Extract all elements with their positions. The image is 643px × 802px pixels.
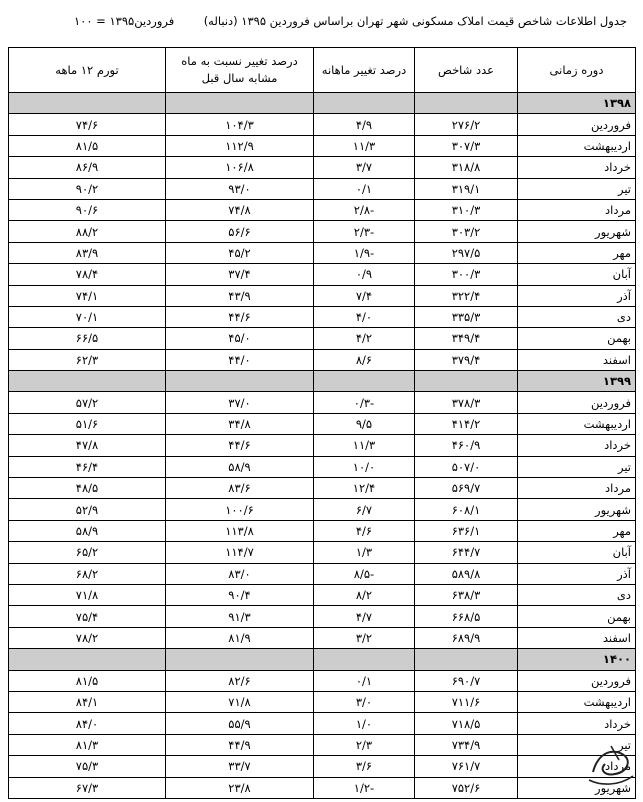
cell-inflation-12m: ۸۳/۹ (9, 242, 166, 263)
cell-index: ۳۰۰/۳ (415, 264, 518, 285)
year-row-cell (314, 649, 415, 670)
cell-yoy-change: ۳۳/۷ (166, 756, 314, 777)
cell-period: تیر (518, 456, 636, 477)
cell-yoy-change: ۱۱۴/۷ (166, 542, 314, 563)
year-row-cell (9, 649, 166, 670)
cell-index: ۶۸۹/۹ (415, 627, 518, 648)
cell-period: آذر (518, 563, 636, 584)
cell-period: تیر (518, 734, 636, 755)
cell-monthly-change: ۳/۲ (314, 627, 415, 648)
table-row (9, 285, 636, 306)
cell-period: آذر (518, 285, 636, 306)
col-header-period: دوره زمانی (518, 48, 636, 93)
cell-monthly-change: ۴/۶ (314, 520, 415, 541)
table-row (9, 349, 636, 370)
cell-period: شهریور (518, 221, 636, 242)
cell-index: ۷۱۱/۶ (415, 691, 518, 712)
table-row (9, 328, 636, 349)
cell-monthly-change: ۱۰/۰ (314, 456, 415, 477)
cell-inflation-12m: ۵۱/۶ (9, 413, 166, 434)
cell-inflation-12m: ۷۴/۱ (9, 285, 166, 306)
table-row (9, 670, 636, 691)
year-header-row (9, 93, 636, 114)
cell-index: ۶۶۸/۵ (415, 606, 518, 627)
cell-inflation-12m: ۶۶/۵ (9, 328, 166, 349)
cell-inflation-12m: ۸۶/۹ (9, 157, 166, 178)
cell-yoy-change: ۸۳/۰ (166, 563, 314, 584)
year-row-cell (415, 649, 518, 670)
cell-index: ۴۶۰/۹ (415, 435, 518, 456)
cell-yoy-change: ۷۴/۸ (166, 199, 314, 220)
cell-inflation-12m: ۸۱/۵ (9, 670, 166, 691)
cell-inflation-12m: ۶۲/۳ (9, 349, 166, 370)
cell-yoy-change: ۴۵/۲ (166, 242, 314, 263)
cell-yoy-change: ۴۴/۹ (166, 734, 314, 755)
year-row-cell (9, 371, 166, 392)
table-row (9, 413, 636, 434)
cell-yoy-change: ۷۱/۸ (166, 691, 314, 712)
cell-period: مرداد (518, 756, 636, 777)
cell-monthly-change: -۲/۳ (314, 221, 415, 242)
cell-monthly-change: ۱/۳ (314, 542, 415, 563)
cell-monthly-change: ۴/۷ (314, 606, 415, 627)
table-row (9, 435, 636, 456)
cell-period: اسفند (518, 627, 636, 648)
cell-index: ۵۰۷/۰ (415, 456, 518, 477)
year-row-cell (9, 93, 166, 114)
cell-period: مرداد (518, 199, 636, 220)
cell-yoy-change: ۱۰۰/۶ (166, 499, 314, 520)
cell-monthly-change: ۷/۴ (314, 285, 415, 306)
year-label: ۱۳۹۹ (518, 371, 636, 392)
cell-index: ۶۳۸/۳ (415, 584, 518, 605)
table-row (9, 713, 636, 734)
cell-yoy-change: ۸۱/۹ (166, 627, 314, 648)
cell-inflation-12m: ۵۷/۲ (9, 392, 166, 413)
table-row (9, 756, 636, 777)
table-row (9, 135, 636, 156)
cell-yoy-change: ۳۷/۴ (166, 264, 314, 285)
cell-period: فروردین (518, 670, 636, 691)
cell-period: اردیبهشت (518, 691, 636, 712)
cell-yoy-change: ۱۱۲/۹ (166, 135, 314, 156)
col-header-yoy-change: درصد تغییر نسبت به ماه مشابه سال قبل (166, 48, 314, 93)
table-row (9, 306, 636, 327)
cell-monthly-change: ۰/۱ (314, 178, 415, 199)
cell-inflation-12m: ۹۰/۶ (9, 199, 166, 220)
cell-yoy-change: ۲۳/۸ (166, 777, 314, 798)
base-period-note: فروردین۱۳۹۵ = ۱۰۰ (74, 14, 175, 28)
cell-index: ۳۰۷/۳ (415, 135, 518, 156)
cell-index: ۳۳۵/۳ (415, 306, 518, 327)
cell-yoy-change: ۴۵/۰ (166, 328, 314, 349)
col-header-monthly-change: درصد تغییر ماهانه (314, 48, 415, 93)
cell-index: ۷۶۱/۷ (415, 756, 518, 777)
cell-inflation-12m: ۷۰/۱ (9, 306, 166, 327)
cell-period: آبان (518, 542, 636, 563)
cell-yoy-change: ۳۷/۰ (166, 392, 314, 413)
table-row (9, 777, 636, 798)
cell-inflation-12m: ۷۵/۴ (9, 606, 166, 627)
cell-period: بهمن (518, 328, 636, 349)
cell-inflation-12m: ۴۸/۵ (9, 478, 166, 499)
cell-yoy-change: ۵۸/۹ (166, 456, 314, 477)
cell-index: ۷۱۸/۵ (415, 713, 518, 734)
cell-inflation-12m: ۴۷/۸ (9, 435, 166, 456)
cell-period: فروردین (518, 392, 636, 413)
cell-yoy-change: ۵۵/۹ (166, 713, 314, 734)
cell-inflation-12m: ۷۸/۴ (9, 264, 166, 285)
cell-monthly-change: ۳/۰ (314, 691, 415, 712)
year-label: ۱۳۹۸ (518, 93, 636, 114)
cell-monthly-change: ۰/۱ (314, 670, 415, 691)
watermark-logo (585, 742, 637, 788)
table-row (9, 627, 636, 648)
cell-index: ۶۰۸/۱ (415, 499, 518, 520)
cell-period: اسفند (518, 349, 636, 370)
year-row-cell (166, 649, 314, 670)
year-header-row (9, 371, 636, 392)
cell-index: ۷۳۴/۹ (415, 734, 518, 755)
cell-inflation-12m: ۷۱/۸ (9, 584, 166, 605)
cell-inflation-12m: ۹۰/۲ (9, 178, 166, 199)
cell-period: خرداد (518, 713, 636, 734)
cell-period: خرداد (518, 157, 636, 178)
cell-inflation-12m: ۶۵/۲ (9, 542, 166, 563)
cell-yoy-change: ۳۴/۸ (166, 413, 314, 434)
cell-index: ۲۹۷/۵ (415, 242, 518, 263)
table-row (9, 734, 636, 755)
cell-index: ۲۷۶/۲ (415, 114, 518, 135)
cell-index: ۵۶۹/۷ (415, 478, 518, 499)
cell-inflation-12m: ۴۶/۴ (9, 456, 166, 477)
cell-monthly-change: ۰/۹ (314, 264, 415, 285)
cell-monthly-change: -۲/۸ (314, 199, 415, 220)
cell-monthly-change: ۲/۳ (314, 734, 415, 755)
table-row (9, 542, 636, 563)
year-row-cell (415, 93, 518, 114)
cell-yoy-change: ۴۳/۹ (166, 285, 314, 306)
cell-yoy-change: ۸۲/۶ (166, 670, 314, 691)
table-header-row (9, 48, 636, 93)
cell-monthly-change: -۰/۳ (314, 392, 415, 413)
cell-period: فروردین (518, 114, 636, 135)
cell-inflation-12m: ۷۸/۲ (9, 627, 166, 648)
cell-index: ۳۷۹/۴ (415, 349, 518, 370)
cell-inflation-12m: ۶۸/۲ (9, 563, 166, 584)
cell-monthly-change: -۸/۵ (314, 563, 415, 584)
cell-period: مهر (518, 242, 636, 263)
cell-monthly-change: ۱/۰ (314, 713, 415, 734)
cell-inflation-12m: ۵۸/۹ (9, 520, 166, 541)
table-row (9, 520, 636, 541)
cell-yoy-change: ۹۱/۳ (166, 606, 314, 627)
cell-index: ۶۹۰/۷ (415, 670, 518, 691)
cell-inflation-12m: ۷۴/۶ (9, 114, 166, 135)
cell-yoy-change: ۵۶/۶ (166, 221, 314, 242)
table-row (9, 499, 636, 520)
table-row (9, 199, 636, 220)
cell-inflation-12m: ۸۴/۱ (9, 691, 166, 712)
cell-period: آبان (518, 264, 636, 285)
table-row (9, 456, 636, 477)
col-header-inflation-12m: تورم ۱۲ ماهه (9, 48, 166, 93)
table-body (9, 93, 636, 799)
cell-yoy-change: ۴۴/۰ (166, 349, 314, 370)
table-row (9, 264, 636, 285)
table-row (9, 691, 636, 712)
cell-index: ۳۲۲/۴ (415, 285, 518, 306)
table-row (9, 178, 636, 199)
cell-monthly-change: ۳/۶ (314, 756, 415, 777)
cell-yoy-change: ۹۳/۰ (166, 178, 314, 199)
year-row-cell (166, 371, 314, 392)
cell-period: دی (518, 306, 636, 327)
cell-index: ۷۵۲/۶ (415, 777, 518, 798)
cell-period: دی (518, 584, 636, 605)
cell-inflation-12m: ۸۸/۲ (9, 221, 166, 242)
cell-inflation-12m: ۸۱/۳ (9, 734, 166, 755)
year-label: ۱۴۰۰ (518, 649, 636, 670)
cell-monthly-change: ۱۱/۳ (314, 135, 415, 156)
year-header-row (9, 649, 636, 670)
table-row (9, 478, 636, 499)
cell-yoy-change: ۴۴/۶ (166, 306, 314, 327)
cell-index: ۴۱۴/۲ (415, 413, 518, 434)
cell-index: ۳۴۹/۴ (415, 328, 518, 349)
cell-yoy-change: ۱۰۴/۳ (166, 114, 314, 135)
cell-monthly-change: ۱۲/۴ (314, 478, 415, 499)
cell-period: خرداد (518, 435, 636, 456)
table-row (9, 221, 636, 242)
cell-index: ۳۰۳/۲ (415, 221, 518, 242)
cell-monthly-change: ۶/۷ (314, 499, 415, 520)
cell-period: شهریور (518, 777, 636, 798)
cell-period: بهمن (518, 606, 636, 627)
cell-yoy-change: ۴۴/۶ (166, 435, 314, 456)
table-row (9, 606, 636, 627)
cell-yoy-change: ۸۳/۶ (166, 478, 314, 499)
cell-period: مهر (518, 520, 636, 541)
cell-index: ۳۱۹/۱ (415, 178, 518, 199)
cell-period: شهریور (518, 499, 636, 520)
cell-inflation-12m: ۵۲/۹ (9, 499, 166, 520)
cell-monthly-change: -۱/۹ (314, 242, 415, 263)
cell-index: ۶۳۶/۱ (415, 520, 518, 541)
cell-monthly-change: -۱/۲ (314, 777, 415, 798)
cell-monthly-change: ۸/۶ (314, 349, 415, 370)
cell-period: مرداد (518, 478, 636, 499)
table-row (9, 242, 636, 263)
cell-monthly-change: ۴/۰ (314, 306, 415, 327)
cell-inflation-12m: ۸۱/۵ (9, 135, 166, 156)
table-row (9, 392, 636, 413)
cell-index: ۳۱۸/۸ (415, 157, 518, 178)
col-header-index: عدد شاخص (415, 48, 518, 93)
cell-period: تیر (518, 178, 636, 199)
cell-monthly-change: ۸/۲ (314, 584, 415, 605)
table-row (9, 563, 636, 584)
cell-monthly-change: ۹/۵ (314, 413, 415, 434)
cell-monthly-change: ۴/۲ (314, 328, 415, 349)
cell-monthly-change: ۳/۷ (314, 157, 415, 178)
table-row (9, 584, 636, 605)
year-row-cell (415, 371, 518, 392)
cell-index: ۶۴۴/۷ (415, 542, 518, 563)
price-index-table (8, 47, 636, 799)
cell-yoy-change: ۱۱۳/۸ (166, 520, 314, 541)
cell-yoy-change: ۹۰/۴ (166, 584, 314, 605)
cell-period: اردیبهشت (518, 413, 636, 434)
table-title: جدول اطلاعات شاخص قیمت املاک مسکونی شهر تهران براساس فروردین ۱۳۹۵ (دنباله) (203, 14, 627, 28)
cell-inflation-12m: ۸۴/۰ (9, 713, 166, 734)
year-row-cell (314, 371, 415, 392)
table-row (9, 114, 636, 135)
year-row-cell (166, 93, 314, 114)
cell-monthly-change: ۱۱/۳ (314, 435, 415, 456)
cell-inflation-12m: ۷۵/۳ (9, 756, 166, 777)
cell-monthly-change: ۴/۹ (314, 114, 415, 135)
cell-yoy-change: ۱۰۶/۸ (166, 157, 314, 178)
cell-index: ۳۱۰/۳ (415, 199, 518, 220)
year-row-cell (314, 93, 415, 114)
cell-index: ۳۷۸/۳ (415, 392, 518, 413)
cell-inflation-12m: ۶۷/۳ (9, 777, 166, 798)
table-row (9, 157, 636, 178)
cell-index: ۵۸۹/۸ (415, 563, 518, 584)
cell-period: اردیبهشت (518, 135, 636, 156)
